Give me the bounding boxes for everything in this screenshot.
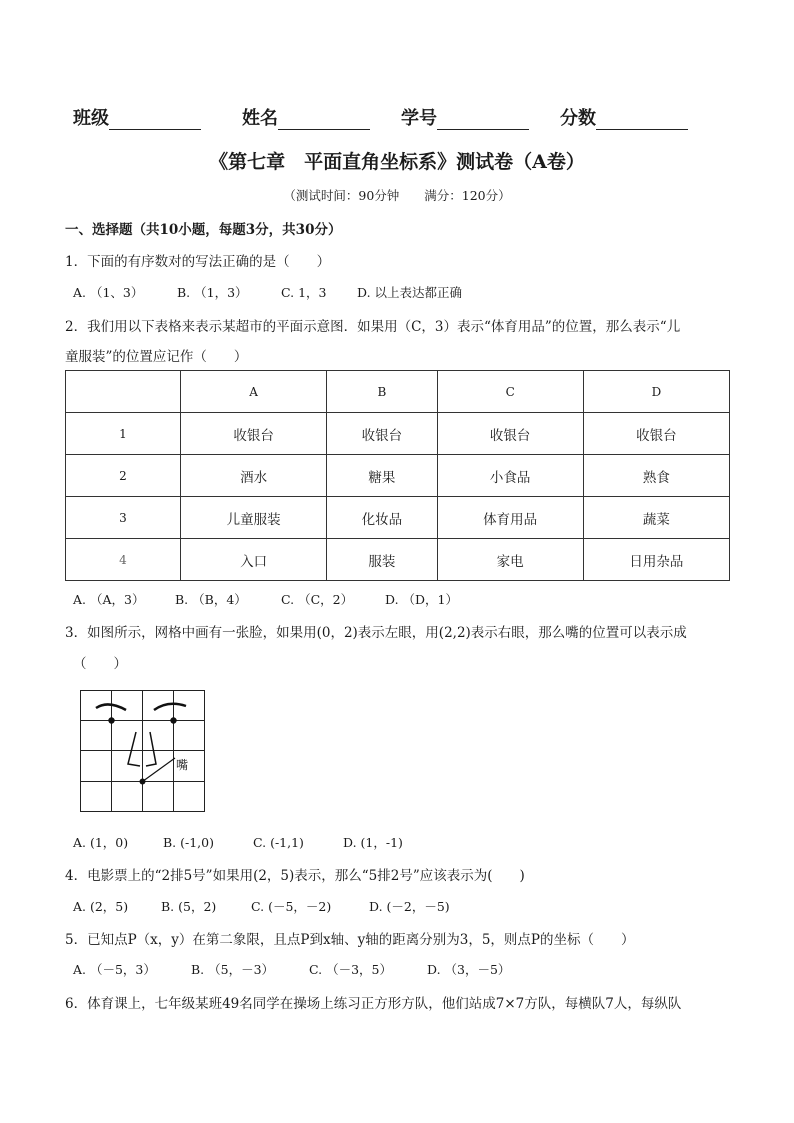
table-cell: 小食品 bbox=[437, 455, 583, 497]
table-cell: 服装 bbox=[327, 539, 437, 581]
grid-lines bbox=[81, 691, 205, 812]
name-label: 姓名 bbox=[242, 108, 278, 129]
q4-option-d[interactable]: D. (－2，－5) bbox=[369, 899, 450, 914]
question-4-options bbox=[73, 897, 450, 915]
student-id-label: 学号 bbox=[401, 108, 437, 129]
q5-option-c[interactable]: C. （－3，5） bbox=[309, 962, 392, 977]
question-4: 4．电影票上的“2排5号”如果用(2，5)表示，那么“5排2号”应该表示为( ) bbox=[65, 868, 525, 884]
table-row bbox=[66, 539, 730, 581]
q5-option-a[interactable]: A. （－5，3） bbox=[73, 962, 156, 977]
table-cell: 收银台 bbox=[327, 413, 437, 455]
table-cell: 3 bbox=[66, 497, 181, 539]
table-cell: 体育用品 bbox=[437, 497, 583, 539]
q4-option-a[interactable]: A. (2，5) bbox=[73, 899, 129, 914]
class-blank[interactable] bbox=[109, 111, 201, 130]
nose-right bbox=[146, 732, 156, 766]
table-header-row bbox=[66, 371, 730, 413]
table-cell: 入口 bbox=[181, 539, 327, 581]
table-cell: 糖果 bbox=[327, 455, 437, 497]
question-3-line-2: （ ） bbox=[73, 656, 127, 672]
table-cell: 家电 bbox=[437, 539, 583, 581]
question-1-options bbox=[73, 283, 462, 301]
score-field bbox=[560, 104, 688, 130]
table-cell: 收银台 bbox=[181, 413, 327, 455]
table-header-cell: D bbox=[583, 371, 729, 413]
table-cell: 收银台 bbox=[437, 413, 583, 455]
table-header-cell bbox=[66, 371, 181, 413]
student-id-field bbox=[401, 104, 529, 130]
question-2-line-2: 童服装”的位置应记作（ ） bbox=[65, 349, 248, 365]
table-row bbox=[66, 455, 730, 497]
table-cell: 酒水 bbox=[181, 455, 327, 497]
q3-option-b[interactable]: B. (-1,0) bbox=[163, 835, 214, 850]
question-2-options bbox=[73, 590, 458, 608]
mouth-label: 嘴 bbox=[176, 758, 189, 772]
nose-left bbox=[128, 732, 140, 766]
question-2-line-1: 2．我们用以下表格来表示某超市的平面示意图．如果用（C，3）表示“体育用品”的位置，那么表示“儿 bbox=[65, 319, 681, 335]
class-field bbox=[73, 104, 201, 130]
table-row bbox=[66, 413, 730, 455]
question-5: 5．已知点P（x，y）在第二象限，且点P到x轴、y轴的距离分别为3，5，则点P的坐标（ ） bbox=[65, 932, 635, 948]
q4-option-c[interactable]: C. (－5，－2) bbox=[251, 899, 332, 914]
mouth-pointer-line bbox=[143, 758, 176, 782]
table-header-cell: B bbox=[327, 371, 437, 413]
table-cell: 蔬菜 bbox=[583, 497, 729, 539]
test-info: （测试时间：90分钟 满分：120分） bbox=[283, 188, 511, 203]
face-grid-figure bbox=[78, 688, 208, 814]
supermarket-table bbox=[65, 370, 730, 581]
q1-option-b[interactable]: B. （1，3） bbox=[177, 285, 248, 300]
q2-option-d[interactable]: D. （D，1） bbox=[385, 592, 458, 607]
q1-option-a[interactable]: A. （1、3） bbox=[73, 285, 144, 300]
right-eye-dot bbox=[170, 717, 176, 723]
score-blank[interactable] bbox=[596, 111, 688, 130]
table-cell: 熟食 bbox=[583, 455, 729, 497]
q5-option-d[interactable]: D. （3，－5） bbox=[427, 962, 511, 977]
table-cell: 2 bbox=[66, 455, 181, 497]
right-eyebrow bbox=[154, 704, 186, 710]
table-cell: 1 bbox=[66, 413, 181, 455]
student-id-blank[interactable] bbox=[437, 111, 529, 130]
page-title: 《第七章 平面直角坐标系》测试卷（A卷） bbox=[209, 151, 585, 173]
q5-option-b[interactable]: B. （5，－3） bbox=[191, 962, 275, 977]
table-cell: 化妆品 bbox=[327, 497, 437, 539]
class-label: 班级 bbox=[73, 108, 109, 129]
score-label: 分数 bbox=[560, 108, 596, 129]
question-3-options bbox=[73, 833, 403, 851]
question-5-options bbox=[73, 960, 510, 978]
table-cell: 儿童服装 bbox=[181, 497, 327, 539]
q3-option-c[interactable]: C. (-1,1) bbox=[253, 835, 304, 850]
question-1: 1．下面的有序数对的写法正确的是（ ） bbox=[65, 254, 331, 270]
question-6: 6．体育课上，七年级某班49名同学在操场上练习正方形方队，他们站成7×7方队，每横队7人，每纵队 bbox=[65, 996, 682, 1012]
q3-option-a[interactable]: A. (1，0) bbox=[73, 835, 129, 850]
table-row bbox=[66, 497, 730, 539]
q3-option-d[interactable]: D. (1，-1) bbox=[343, 835, 403, 850]
question-3-line-1: 3．如图所示，网格中画有一张脸，如果用(0，2)表示左眼，用(2,2)表示右眼，那么嘴的位置可以表示成 bbox=[65, 625, 687, 641]
q2-option-b[interactable]: B. （B，4） bbox=[175, 592, 247, 607]
left-eye-dot bbox=[108, 717, 114, 723]
q1-option-c[interactable]: C. 1，3 bbox=[281, 285, 327, 300]
name-blank[interactable] bbox=[278, 111, 370, 130]
table-cell: 4 bbox=[66, 539, 181, 581]
table-header-cell: C bbox=[437, 371, 583, 413]
section-heading: 一、选择题（共10小题，每题3分，共30分） bbox=[65, 222, 342, 238]
table-cell: 收银台 bbox=[583, 413, 729, 455]
q4-option-b[interactable]: B. (5，2) bbox=[161, 899, 217, 914]
name-field bbox=[242, 104, 370, 130]
table-header-cell: A bbox=[181, 371, 327, 413]
q1-option-d[interactable]: D. 以上表达都正确 bbox=[357, 285, 463, 300]
q2-option-c[interactable]: C. （C，2） bbox=[281, 592, 354, 607]
q2-option-a[interactable]: A. （A，3） bbox=[73, 592, 145, 607]
table-cell: 日用杂品 bbox=[583, 539, 729, 581]
